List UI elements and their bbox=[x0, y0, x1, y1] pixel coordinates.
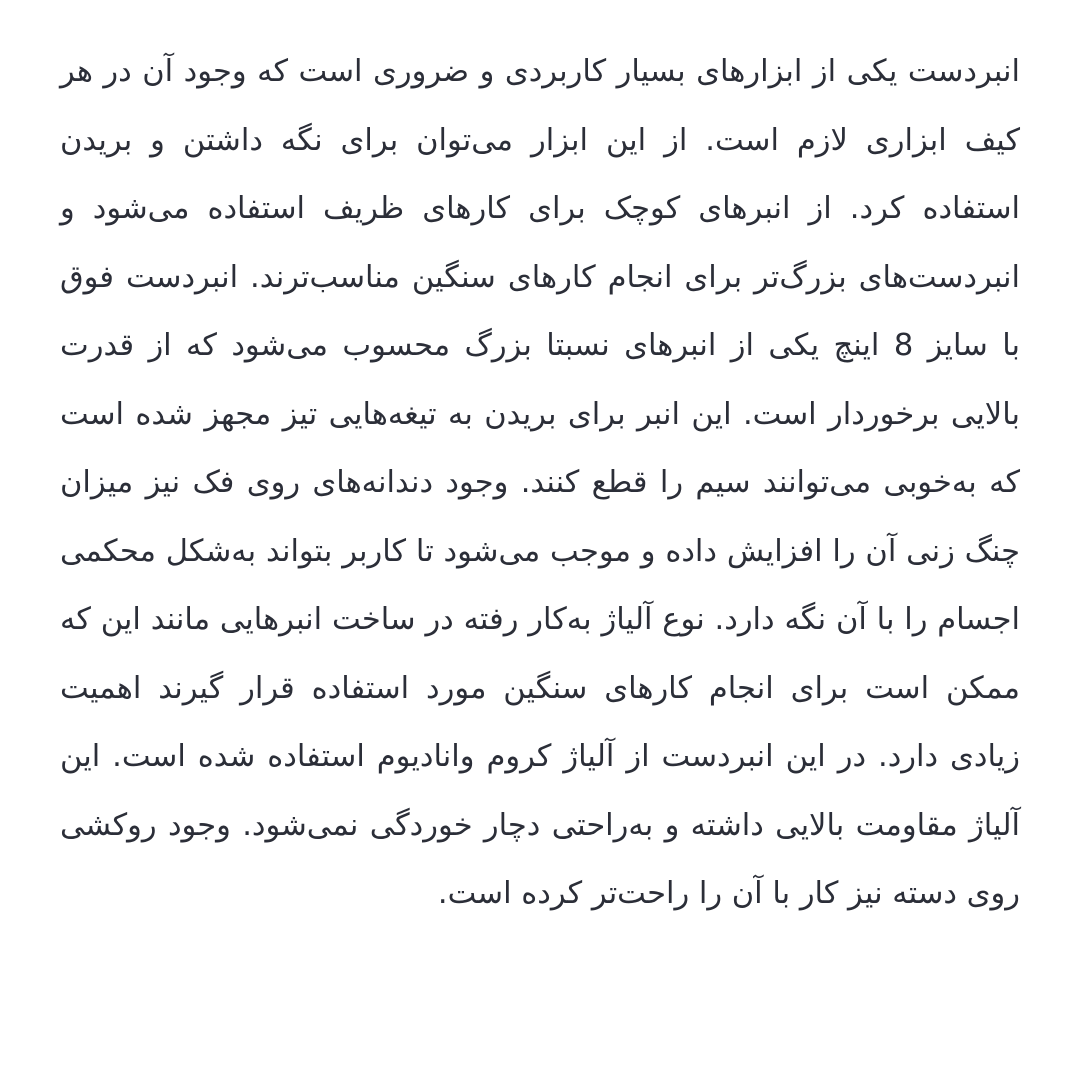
product-description-paragraph: انبردست یکی از ابزارهای بسیار کاربردی و ضروری است که وجود آن در هر کیف ابزاری لازم است. از این ابزار می‌توان برای نگه داشتن و بریدن استفاده کرد. از انبرهای کوچک برای کارهای ظریف استفاده می‌شود و انبردست‌های بزرگ‌تر برای انجام کارهای سنگین مناسب‌ترند. انبردست فوق با سایز 8 اینچ یکی از انبرهای نسبتا بزرگ محسوب می‌شود که از قدرت بالایی برخوردار است. این انبر برای بریدن به تیغه‌هایی تیز مجهز شده است که به‌خوبی می‌توانند سیم را قطع کنند. وجود دندانه‌های روی فک نیز میزان چنگ زنی آن را افزایش داده و موجب می‌شود تا کاربر بتواند به‌شکل محکمی اجسام را با آن نگه دارد. نوع آلیاژ به‌کار رفته در ساخت انبرهایی مانند این که ممکن است برای انجام کارهای سنگین مورد استفاده قرار گیرند اهمیت زیادی دارد. در این انبردست از آلیاژ کروم واناديوم استفاده شده است. این آلیاژ مقاومت بالایی داشته و به‌راحتی دچار خوردگی نمی‌شود. وجود روکشی روی دسته نیز کار با آن را راحت‌تر کرده است. bbox=[60, 54, 1020, 911]
text-column bbox=[60, 38, 1020, 929]
